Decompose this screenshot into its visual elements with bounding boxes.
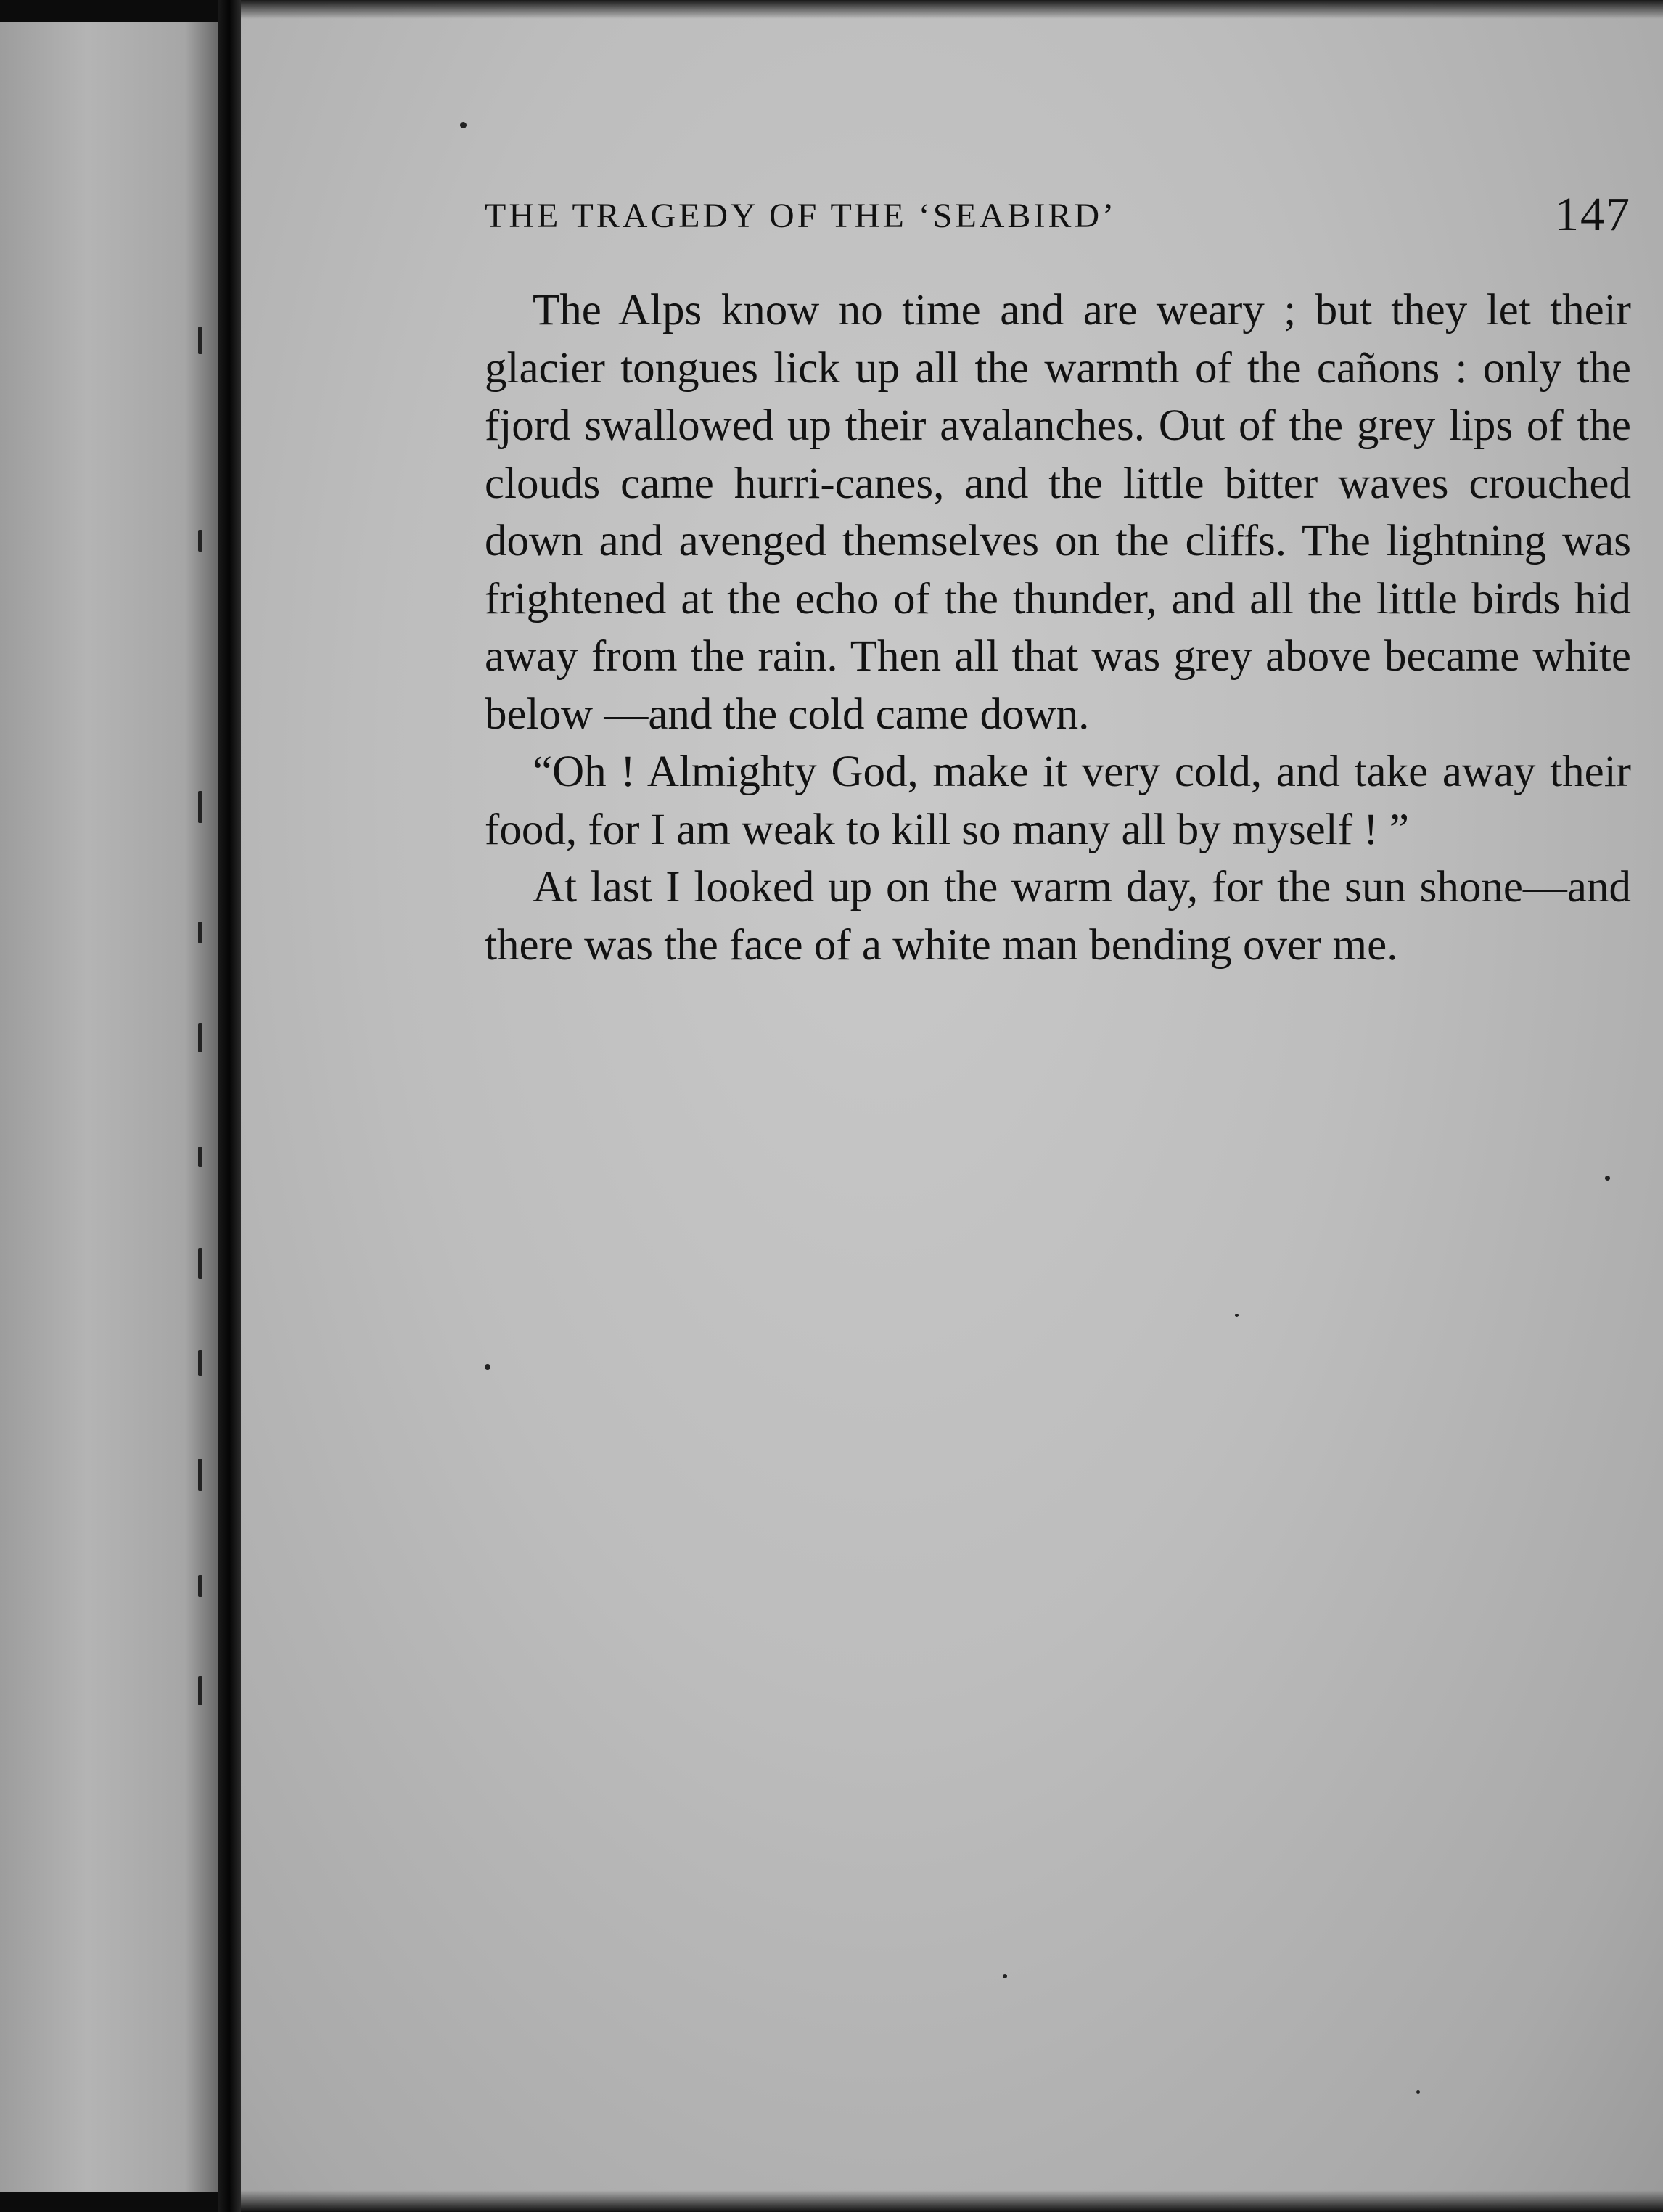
- facing-page-edge: [0, 22, 218, 2192]
- facing-page-text-fragments: [185, 22, 214, 2192]
- running-head: [485, 190, 1631, 248]
- paragraph-1: The Alps know no time and are weary ; but they let their glacier tongues lick up all the warmth of the cañons : only the fjord swallowed up their avalanches. Out of the grey lips of the clouds came hurri-canes, and the little bitter waves crouched down and avenged themselves on the cliffs. The lightning was frightened at the echo of the thunder, and all the little birds hid away from the rain. Then all that was grey above became white below —and the cold came down.: [485, 286, 1631, 739]
- page-top-shadow: [241, 0, 1663, 19]
- paragraph-2: “Oh ! Almighty God, make it very cold, and take away their food, for I am weak to kill so many all by myself ! ”: [485, 747, 1631, 854]
- running-head-title: THE TRAGEDY OF THE ‘SEABIRD’: [485, 197, 1117, 235]
- page-number: 147: [1555, 188, 1631, 241]
- book-gutter: [218, 0, 241, 2212]
- page-bottom-shadow: [241, 2190, 1663, 2212]
- paragraph-3: At last I looked up on the warm day, for the sun shone—and there was the face of a white man bending over me.: [485, 863, 1631, 970]
- body-text: [485, 282, 1631, 974]
- book-page: [241, 0, 1663, 2212]
